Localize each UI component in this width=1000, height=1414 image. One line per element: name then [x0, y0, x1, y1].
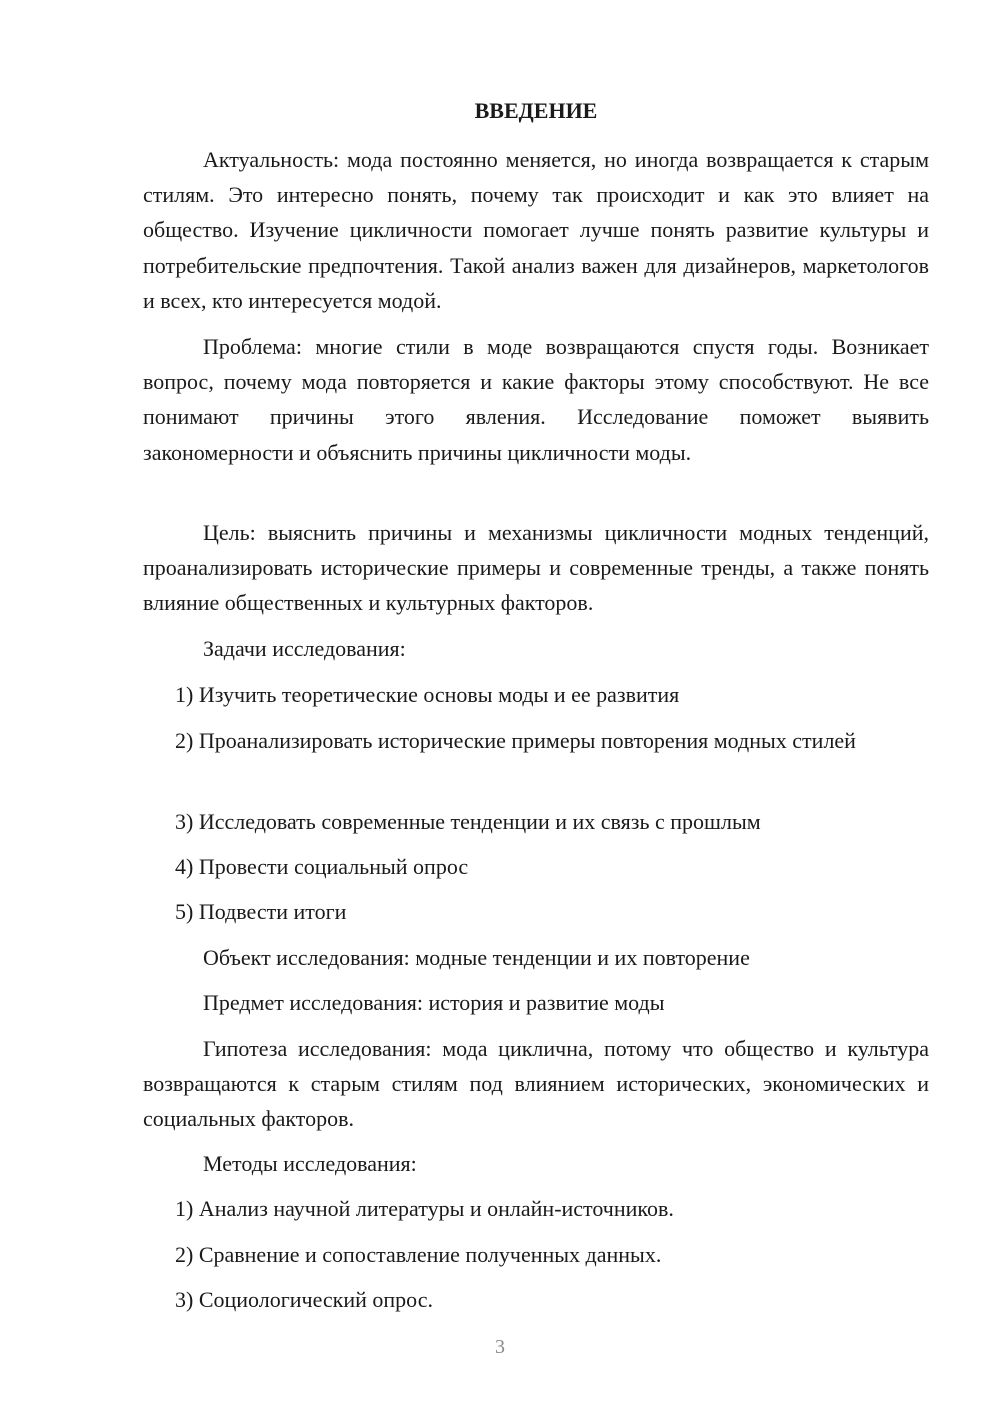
task-item: 1) Изучить теоретические основы моды и ее развития: [175, 682, 680, 707]
hypothesis-block: [143, 1031, 929, 1137]
methods-heading: Методы исследования:: [203, 1151, 417, 1176]
method-item-2-block: [143, 1237, 929, 1272]
task-item-2-block: [143, 723, 929, 758]
hypothesis-paragraph: Гипотеза исследования: мода циклична, потому что общество и культура возвращаются к старым стилям под влиянием исторических, экономических и социальных факторов.: [143, 1036, 929, 1132]
goal-block: [143, 515, 929, 621]
task-item-3-block: [143, 804, 929, 839]
methods-heading-block: [143, 1146, 929, 1181]
page-number: 3: [495, 1336, 505, 1358]
method-item: 1) Анализ научной литературы и онлайн-источников.: [175, 1196, 674, 1221]
task-item: 5) Подвести итоги: [175, 899, 347, 924]
section-title: ВВЕДЕНИЕ: [474, 98, 598, 123]
subject-block: [143, 985, 929, 1020]
task-item: 2) Проанализировать исторические примеры повторения модных стилей: [175, 728, 856, 753]
goal-paragraph: Цель: выяснить причины и механизмы цикличности модных тенденций, проанализировать исторические примеры и современные тренды, а также понять влияние общественных и культурных факторов.: [143, 520, 929, 616]
method-item: 2) Сравнение и сопоставление полученных данных.: [175, 1242, 662, 1267]
relevance-block: [143, 142, 929, 318]
method-item-1-block: [143, 1191, 929, 1226]
task-item-1-block: [143, 677, 929, 712]
tasks-heading: Задачи исследования:: [203, 636, 406, 661]
tasks-heading-block: [143, 631, 929, 666]
task-item: 4) Провести социальный опрос: [175, 854, 469, 879]
method-item: 3) Социологический опрос.: [175, 1287, 433, 1312]
research-object: Объект исследования: модные тенденции и их повторение: [203, 945, 750, 970]
method-item-3-block: [143, 1282, 929, 1317]
task-item-5-block: [143, 894, 929, 929]
research-subject: Предмет исследования: история и развитие моды: [203, 990, 665, 1015]
relevance-paragraph: Актуальность: мода постоянно меняется, но иногда возвращается к старым стилям. Это интересно понять, почему так происходит и как это влияет на общество. Изучение цикличности помогает лучше понять развитие культуры и потребительские предпочтения. Такой анализ важен для дизайнеров, маркетологов и всех, кто интересуется модой.: [143, 147, 929, 313]
task-item-4-block: [143, 849, 929, 884]
problem-block: [143, 329, 929, 470]
task-item: 3) Исследовать современные тенденции и их связь с прошлым: [175, 809, 761, 834]
object-block: [143, 940, 929, 975]
problem-paragraph: Проблема: многие стили в моде возвращаются спустя годы. Возникает вопрос, почему мода повторяется и какие факторы этому способствуют. Не все понимают причины этого явления. Исследование поможет выявить закономерности и объяснить причины цикличности моды.: [143, 334, 929, 465]
